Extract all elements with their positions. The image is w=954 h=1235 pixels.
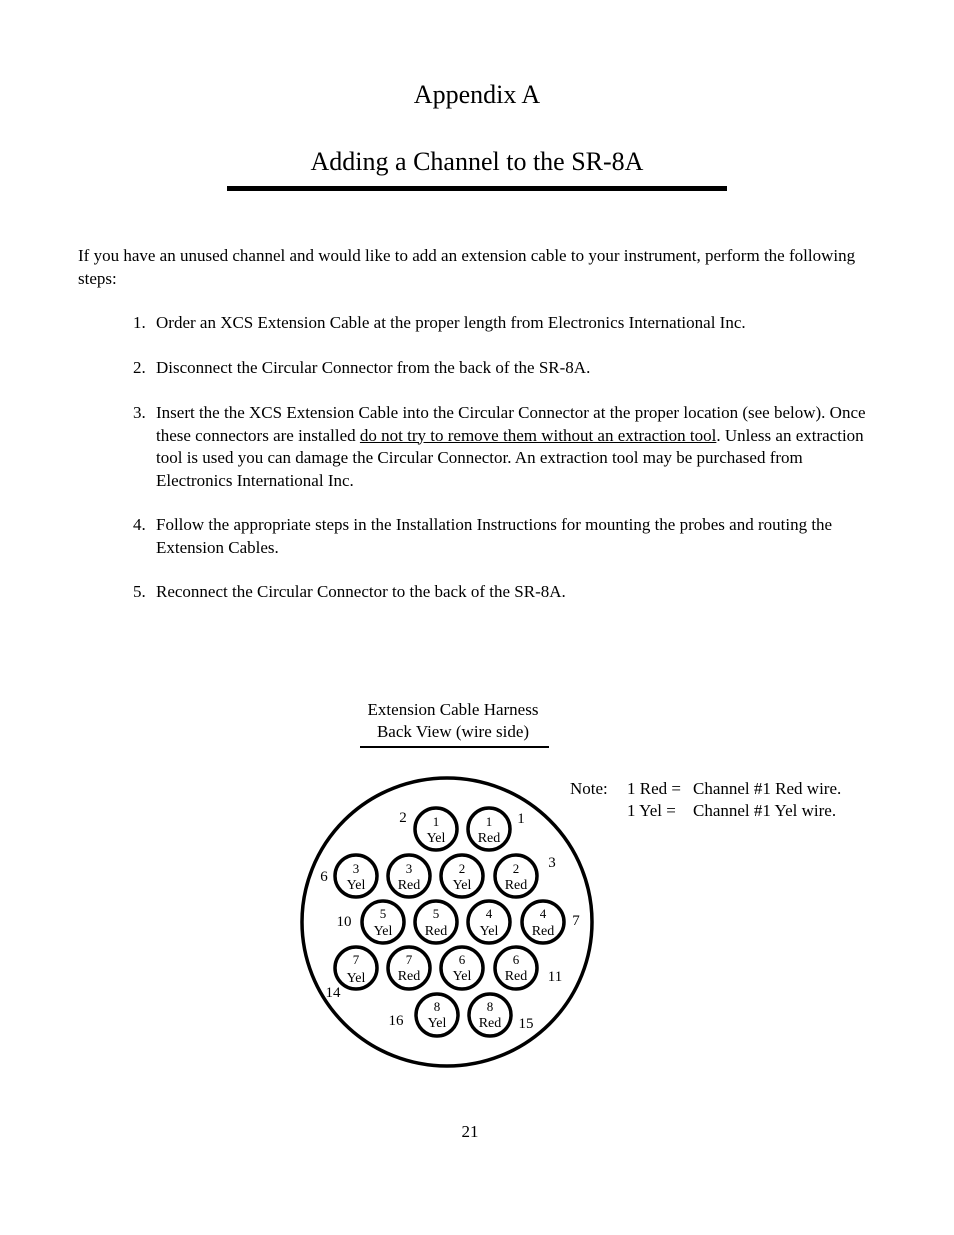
step-text: Follow the appropriate steps in the Installation Instructions for mounting the probes and routing the Extension Cables. — [156, 515, 833, 557]
pin — [469, 994, 511, 1036]
pin — [335, 855, 377, 897]
position-number: 14 — [325, 985, 341, 1001]
step-text: Reconnect the Circular Connector to the back of the SR-8A. — [156, 582, 566, 601]
step-number: 5. — [133, 582, 146, 601]
svg-text:8: 8 — [433, 999, 441, 1014]
intro-paragraph: If you have an unused channel and would like to add an extension cable to your instrument, perform the following steps: — [78, 246, 856, 288]
step-number: 2. — [133, 358, 146, 377]
step-number: 3. — [133, 403, 146, 422]
svg-text:Yel: Yel — [427, 1016, 447, 1031]
pin — [388, 947, 430, 989]
svg-text:Yel: Yel — [373, 924, 393, 939]
position-number: 3 — [548, 855, 556, 871]
pin — [441, 947, 483, 989]
svg-text:3: 3 — [352, 861, 360, 876]
pin — [362, 901, 404, 943]
pin — [468, 808, 510, 850]
svg-text:7: 7 — [352, 952, 360, 967]
caption-line-2: Back View (wire side) — [376, 722, 530, 741]
position-number: 7 — [572, 913, 580, 929]
position-number: 2 — [399, 810, 407, 826]
svg-text:Red: Red — [504, 969, 528, 984]
svg-text:3: 3 — [405, 861, 413, 876]
step-number: 4. — [133, 515, 146, 534]
svg-text:2: 2 — [458, 861, 466, 876]
pin — [495, 855, 537, 897]
position-number: 11 — [547, 969, 563, 985]
svg-text:5: 5 — [379, 906, 387, 921]
note-value: Channel #1 Yel wire. — [693, 801, 837, 820]
svg-text:Yel: Yel — [452, 969, 472, 984]
svg-text:1: 1 — [432, 814, 440, 829]
pin — [495, 947, 537, 989]
svg-text:Red: Red — [504, 878, 528, 893]
position-number: 15 — [518, 1016, 534, 1032]
svg-text:6: 6 — [512, 952, 520, 967]
svg-text:5: 5 — [432, 906, 440, 921]
svg-text:Red: Red — [397, 969, 421, 984]
svg-text:Red: Red — [477, 831, 501, 846]
appendix-title: Appendix A — [413, 80, 541, 109]
step-text: Order an XCS Extension Cable at the proper length from Electronics International Inc. — [156, 313, 746, 332]
pin — [388, 855, 430, 897]
svg-text:Red: Red — [531, 924, 555, 939]
position-number: 16 — [388, 1013, 404, 1029]
svg-text:Red: Red — [397, 878, 421, 893]
svg-text:7: 7 — [405, 952, 413, 967]
position-number: 1 — [517, 811, 525, 827]
svg-text:8: 8 — [486, 999, 494, 1014]
pin — [415, 808, 457, 850]
svg-text:Yel: Yel — [346, 971, 366, 986]
position-number: 6 — [320, 869, 328, 885]
note-value: Channel #1 Red wire. — [693, 779, 842, 798]
pin — [522, 901, 564, 943]
step-text-part: Insert the the XCS Extension Cable into the Circular Connector at the proper location (see below). Once these connectors are installed — [156, 403, 866, 445]
svg-text:Red: Red — [424, 924, 448, 939]
note-key: 1 Red = — [627, 779, 681, 798]
svg-text:1: 1 — [485, 814, 493, 829]
caption-line-1: Extension Cable Harness — [367, 700, 539, 719]
svg-text:6: 6 — [458, 952, 466, 967]
svg-text:4: 4 — [539, 906, 547, 921]
svg-text:Yel: Yel — [426, 831, 446, 846]
note-key: 1 Yel = — [627, 801, 676, 820]
step-number: 1. — [133, 313, 146, 332]
step-text-part: . Unless an extraction tool is used you can damage the Circular Connector. An extraction tool may be purchased from Electronics International Inc. — [156, 425, 864, 490]
pin — [441, 855, 483, 897]
pin — [416, 994, 458, 1036]
pin — [468, 901, 510, 943]
step-text: Disconnect the Circular Connector from the back of the SR-8A. — [156, 358, 591, 377]
pin — [335, 947, 377, 989]
svg-text:2: 2 — [512, 861, 520, 876]
note-label: Note: — [570, 779, 608, 798]
page-number: 21 — [461, 1122, 479, 1141]
pin — [415, 901, 457, 943]
warning-underlined-text: do not try to remove them without an extraction tool — [359, 425, 717, 445]
svg-text:Yel: Yel — [479, 924, 499, 939]
position-number: 10 — [336, 914, 352, 930]
svg-text:Yel: Yel — [346, 878, 366, 893]
svg-text:Yel: Yel — [452, 878, 472, 893]
svg-text:4: 4 — [485, 906, 493, 921]
svg-text:Red: Red — [478, 1016, 502, 1031]
page-title: Adding a Channel to the SR-8A — [310, 147, 644, 176]
